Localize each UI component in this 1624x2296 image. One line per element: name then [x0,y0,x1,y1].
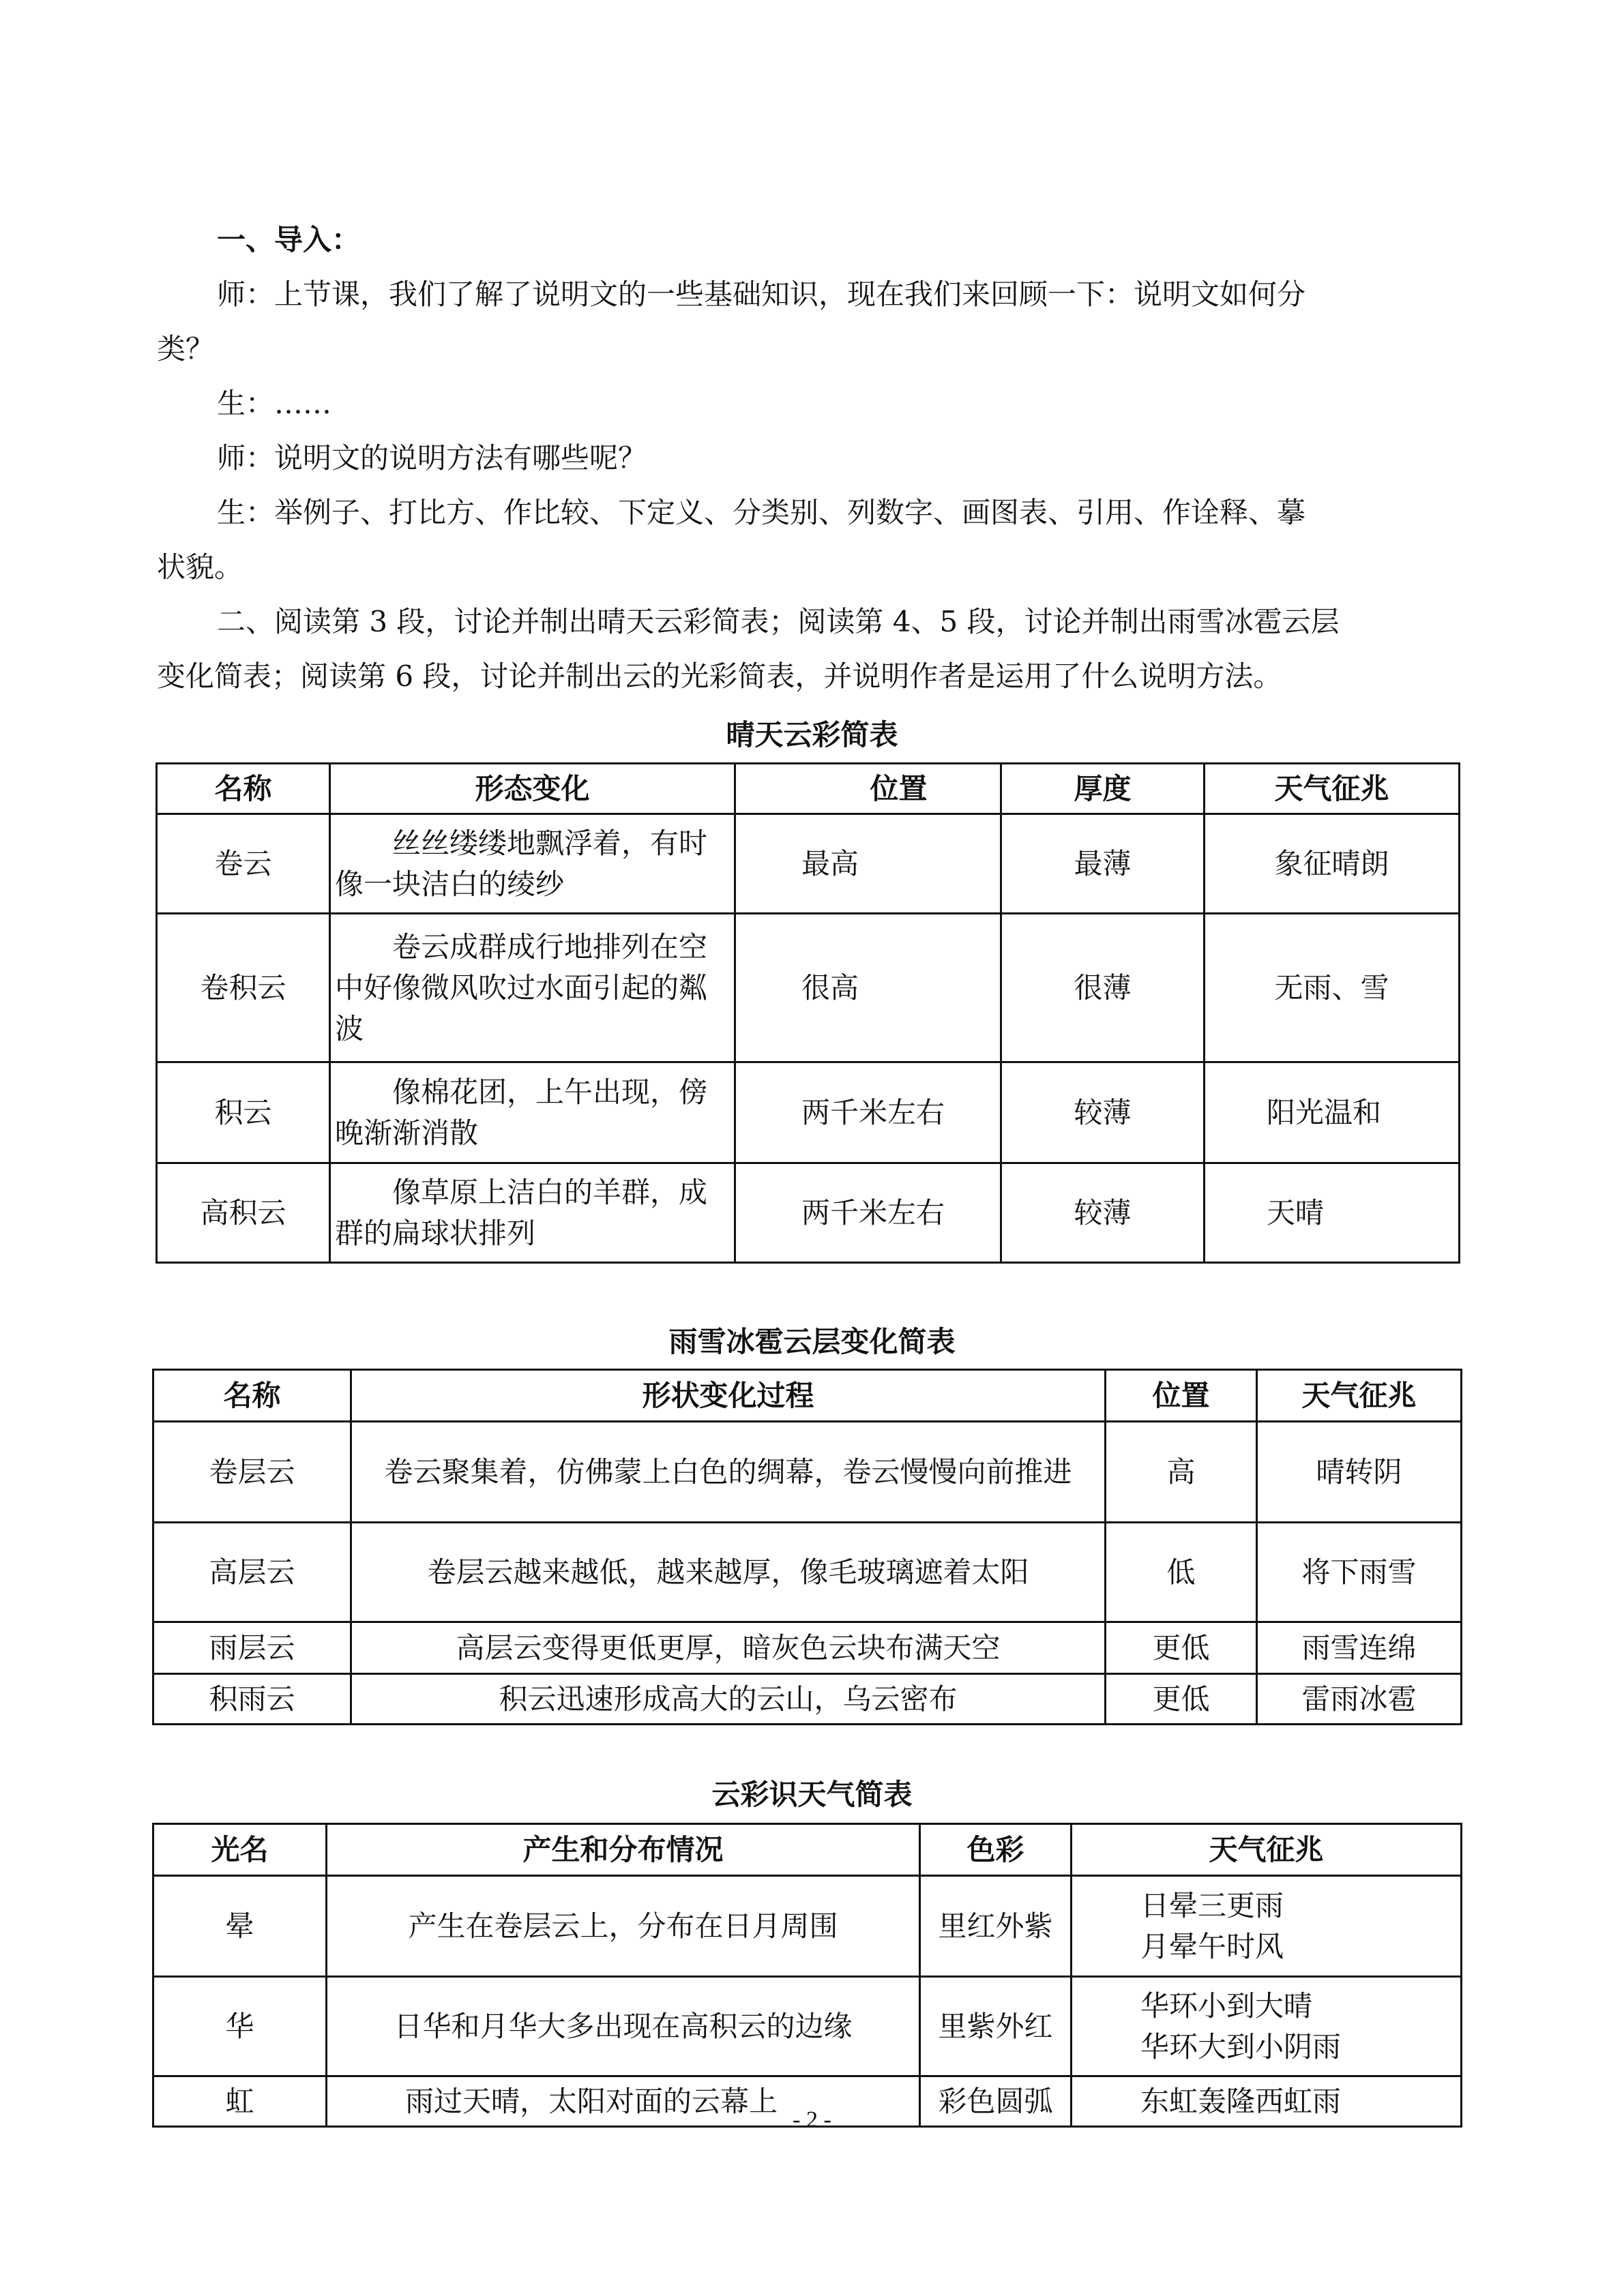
table1-cell-position: 最高 [735,814,1001,914]
table1-cell-thickness: 最薄 [1001,814,1205,914]
paragraph-teacher-1-cont: 类？ [157,332,215,366]
table-row [153,1876,1462,1977]
table2-cell-process: 高层云变得更低更厚，暗灰色云块布满天空 [351,1622,1106,1674]
table3-header-name: 光名 [153,1824,327,1876]
table1-cell-name: 卷云 [157,814,330,914]
table1-cell-thickness: 较薄 [1001,1062,1205,1163]
table-row [157,1163,1460,1263]
rain-snow-clouds-table [152,1369,1462,1725]
sunny-clouds-table [156,762,1460,1264]
cloud-weather-table [152,1823,1462,2128]
table1-cell-sign: 天晴 [1205,1163,1460,1263]
table2-cell-process: 卷层云越来越低，越来越厚，像毛玻璃遮着太阳 [351,1523,1106,1622]
table3-header-sign: 天气征兆 [1072,1824,1462,1876]
table1-cell-form: 像草原上洁白的羊群，成群的扁球状排列 [330,1163,735,1263]
paragraph-student-2-cont: 状貌。 [157,550,243,584]
table2-cell-sign: 雷雨冰雹 [1257,1674,1462,1725]
table3-cell-distribution: 日华和月华大多出现在高积云的边缘 [327,1977,920,2076]
table3-cell-color: 彩色圆弧 [920,2076,1072,2127]
table1-header-form: 形态变化 [330,764,735,814]
table2-cell-process: 积云迅速形成高大的云山，乌云密布 [351,1674,1106,1725]
table2-cell-name: 雨层云 [153,1622,351,1674]
table1-cell-sign: 象征晴朗 [1205,814,1460,914]
table1-cell-sign: 无雨、雪 [1205,914,1460,1062]
table1-cell-thickness: 较薄 [1001,1163,1205,1263]
table3-sign-line: 月晕午时风 [1140,1929,1284,1963]
table2-cell-position: 更低 [1106,1674,1257,1725]
table-row [157,814,1460,914]
table3-cell-name: 华 [153,1977,327,2076]
table2-header-name: 名称 [153,1370,351,1422]
table3-cell-color: 里红外紫 [920,1876,1072,1977]
table3-header-row [153,1824,1462,1876]
table2-cell-name: 卷层云 [153,1422,351,1523]
page-number: - 2 - [793,2107,831,2132]
table3-header-color: 色彩 [920,1824,1072,1876]
table2-cell-name: 积雨云 [153,1674,351,1725]
table1-header-row [157,764,1460,814]
paragraph-teacher-2: 师：说明文的说明方法有哪些呢？ [217,441,647,475]
table-row [153,1674,1462,1725]
table2-header-row [153,1370,1462,1422]
table1-header-thickness: 厚度 [1001,764,1205,814]
table-row [153,1523,1462,1622]
paragraph-student-1: 生：…… [217,387,332,420]
table1-cell-name: 卷积云 [157,914,330,1062]
table3-cell-name: 晕 [153,1876,327,1977]
table-row [153,1622,1462,1674]
paragraph-task: 二、阅读第 3 段，讨论并制出晴天云彩简表；阅读第 4、5 段，讨论并制出雨雪冰雹云层 [217,605,1340,638]
table2-cell-position: 低 [1106,1523,1257,1622]
table3-sign-line: 华环大到小阴雨 [1140,2029,1342,2063]
table1-cell-position: 两千米左右 [735,1062,1001,1163]
table2-header-sign: 天气征兆 [1257,1370,1462,1422]
table1-title: 晴天云彩简表 [726,718,898,751]
table1-cell-form: 像棉花团，上午出现，傍晚渐渐消散 [330,1062,735,1163]
table2-cell-sign: 将下雨雪 [1257,1523,1462,1622]
table3-sign-line: 日晕三更雨 [1140,1888,1284,1922]
table2-cell-position: 更低 [1106,1622,1257,1674]
paragraph-student-2: 生：举例子、打比方、作比较、下定义、分类别、列数字、画图表、引用、作诠释、摹 [217,496,1306,529]
table3-cell-sign [1072,1977,1462,2076]
table2-cell-sign: 晴转阴 [1257,1422,1462,1523]
table3-cell-distribution: 雨过天晴，太阳对面的云幕上 [327,2076,920,2127]
table1-cell-name: 积云 [157,1062,330,1163]
table2-cell-name: 高层云 [153,1523,351,1622]
table1-cell-sign: 阳光温和 [1205,1062,1460,1163]
table2-cell-process: 卷云聚集着，仿佛蒙上白色的绸幕，卷云慢慢向前推进 [351,1422,1106,1523]
table2-title: 雨雪冰雹云层变化简表 [668,1325,956,1358]
table3-cell-sign: 东虹轰隆西虹雨 [1072,2076,1462,2127]
table1-header-position: 位置 [735,764,1001,814]
section-heading-intro: 一、导入： [217,223,361,256]
table1-header-name: 名称 [157,764,330,814]
table1-cell-form: 卷云成群成行地排列在空中好像微风吹过水面引起的粼波 [330,914,735,1062]
table3-cell-name: 虹 [153,2076,327,2127]
table-row [157,1062,1460,1163]
table1-cell-position: 很高 [735,914,1001,1062]
table1-header-sign: 天气征兆 [1205,764,1460,814]
table1-cell-form: 丝丝缕缕地飘浮着，有时像一块洁白的绫纱 [330,814,735,914]
table3-cell-sign [1072,1876,1462,1977]
table2-header-process: 形状变化过程 [351,1370,1106,1422]
table-row [157,914,1460,1062]
table1-cell-thickness: 很薄 [1001,914,1205,1062]
table3-title: 云彩识天气简表 [711,1778,913,1811]
paragraph-teacher-1: 师：上节课，我们了解了说明文的一些基础知识，现在我们来回顾一下：说明文如何分 [217,278,1306,311]
paragraph-task-cont: 变化简表；阅读第 6 段，讨论并制出云的光彩简表，并说明作者是运用了什么说明方法。 [157,659,1282,693]
table3-header-distribution: 产生和分布情况 [327,1824,920,1876]
table1-cell-name: 高积云 [157,1163,330,1263]
table2-header-position: 位置 [1106,1370,1257,1422]
table-row [153,1977,1462,2076]
table2-cell-sign: 雨雪连绵 [1257,1622,1462,1674]
table3-cell-distribution: 产生在卷层云上，分布在日月周围 [327,1876,920,1977]
table1-cell-position: 两千米左右 [735,1163,1001,1263]
table3-cell-color: 里紫外红 [920,1977,1072,2076]
table3-sign-line: 华环小到大晴 [1140,1988,1313,2023]
table-row [153,1422,1462,1523]
table2-cell-position: 高 [1106,1422,1257,1523]
